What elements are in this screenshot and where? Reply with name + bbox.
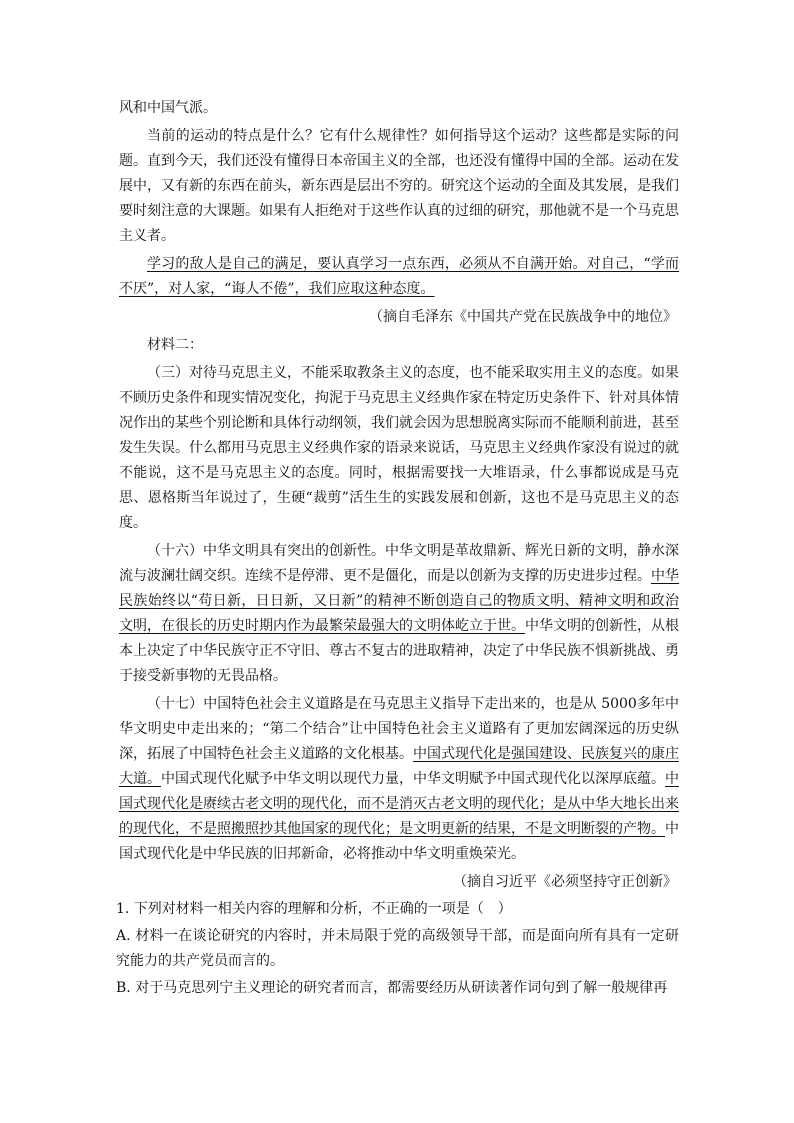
paragraph-marxism-attitude: （三）对待马克思主义，不能采取教条主义的态度，也不能采取实用主义的态度。如果不顾历史条件和现实情况变化，拘泥于马克思主义经典作家在特定历史条件下、针对具体情况作出的某些个别论断和具体行动纲领，我们就会因为思想脱离实际而不能顺利前进，甚至发生失误。什么都用马克思主义经典作家的语录来说话，马克思主义经典作家没有说过的就不能说，这不是马克思主义的态度。同时，根据需要找一大堆语录，什么事都说成是马克思、恩格斯当年说过了，生硬“裁剪”活生生的实践发展和创新，这也不是马克思主义的态度。 xyxy=(119,365,679,531)
road-text-plain-3: 中国式现代化是中华民族的旧邦新命，必将推动中华文明重焕荣光。 xyxy=(119,821,679,862)
paragraph-innovation xyxy=(119,539,679,689)
road-text-plain-2: 中国式现代化赋予中华文明以现代力量，中华文明赋予中国式现代化以深厚底蕴。 xyxy=(161,771,665,787)
question-option-a: A. 材料一在谈论研究的内容时，并未局限于党的高级领导干部，而是面向所有具有一定研究能力的共产党员而言的。 xyxy=(116,928,679,969)
innovation-text-underlined: 中华民族始终以“苟日新，日日新，又日新”的精神不断创造自己的物质文明、精神文明和政治文明，在很长的历史时期内作为最繁荣最强大的文明体屹立于世。 xyxy=(119,568,679,634)
text-line-continuation: 风和中国气派。 xyxy=(119,100,217,116)
paragraph-learning-attitude: 学习的敌人是自己的满足，要认真学习一点东西，必须从不自满开始。对自己，“学而不厌”，对人家，“诲人不倦”，我们应取这种态度。 xyxy=(119,256,679,297)
document-body xyxy=(116,96,679,1001)
innovation-text-plain-2: 中华文明的创新性，从根本上决定了中华民族守正不守旧、尊古不复古的进取精神，决定了中华民族不惧新挑战、勇于接受新事物的无畏品格。 xyxy=(119,618,679,684)
road-text-plain: （十七）中国特色社会主义道路是在马克思主义指导下走出来的，也是从 5000多年中华文明史中走出来的；“第二个结合”让中国特色社会主义道路有了更加宏阔深远的历史纵深，拓展了中国特色社会主义道路的文化根基。 xyxy=(119,696,679,762)
paragraph-socialist-road xyxy=(119,692,679,867)
road-text-underlined-2: 中国式现代化是赓续古老文明的现代化，而不是消灭古老文明的现代化；是从中华大地长出来的现代化，不是照搬照抄其他国家的现代化；是文明更新的结果，不是文明断裂的产物。 xyxy=(119,771,679,837)
innovation-text-plain: （十六）中华文明具有突出的创新性。中华文明是革故鼎新、辉光日新的文明，静水深流与波澜壮阔交织。连续不是停滞、更不是僵化，而是以创新为支撑的历史进步过程。 xyxy=(119,543,679,584)
source-citation-xi: （摘自习近平《必须坚持守正创新》 xyxy=(453,874,677,890)
road-text-underlined: 中国式现代化是强国建设、民族复兴的康庄大道。 xyxy=(119,746,679,787)
material-two-label: 材料二： xyxy=(147,337,203,353)
question-stem: 1. 下列对材料一相关内容的理解和分析，不正确的一项是（ ） xyxy=(116,901,512,917)
question-option-b: B. 对于马克思列宁主义理论的研究者而言，都需要经历从研读著作词句到了解一般规律再 xyxy=(116,980,668,996)
paragraph-movement-characteristics: 当前的运动的特点是什么？它有什么规律性？如何指导这个运动？这些都是实际的问题。直到今天，我们还没有懂得日本帝国主义的全部，也还没有懂得中国的全部。运动在发展中，又有新的东西在前头，新东西是层出不穷的。研究这个运动的全面及其发展，是我们要时刻注意的大课题。如果有人拒绝对于这些作认真的过细的研究，那他就不是一个马克思主义者。 xyxy=(119,128,679,244)
source-citation-mao: （摘自毛泽东《中国共产党在民族战争中的地位》 xyxy=(369,309,677,325)
